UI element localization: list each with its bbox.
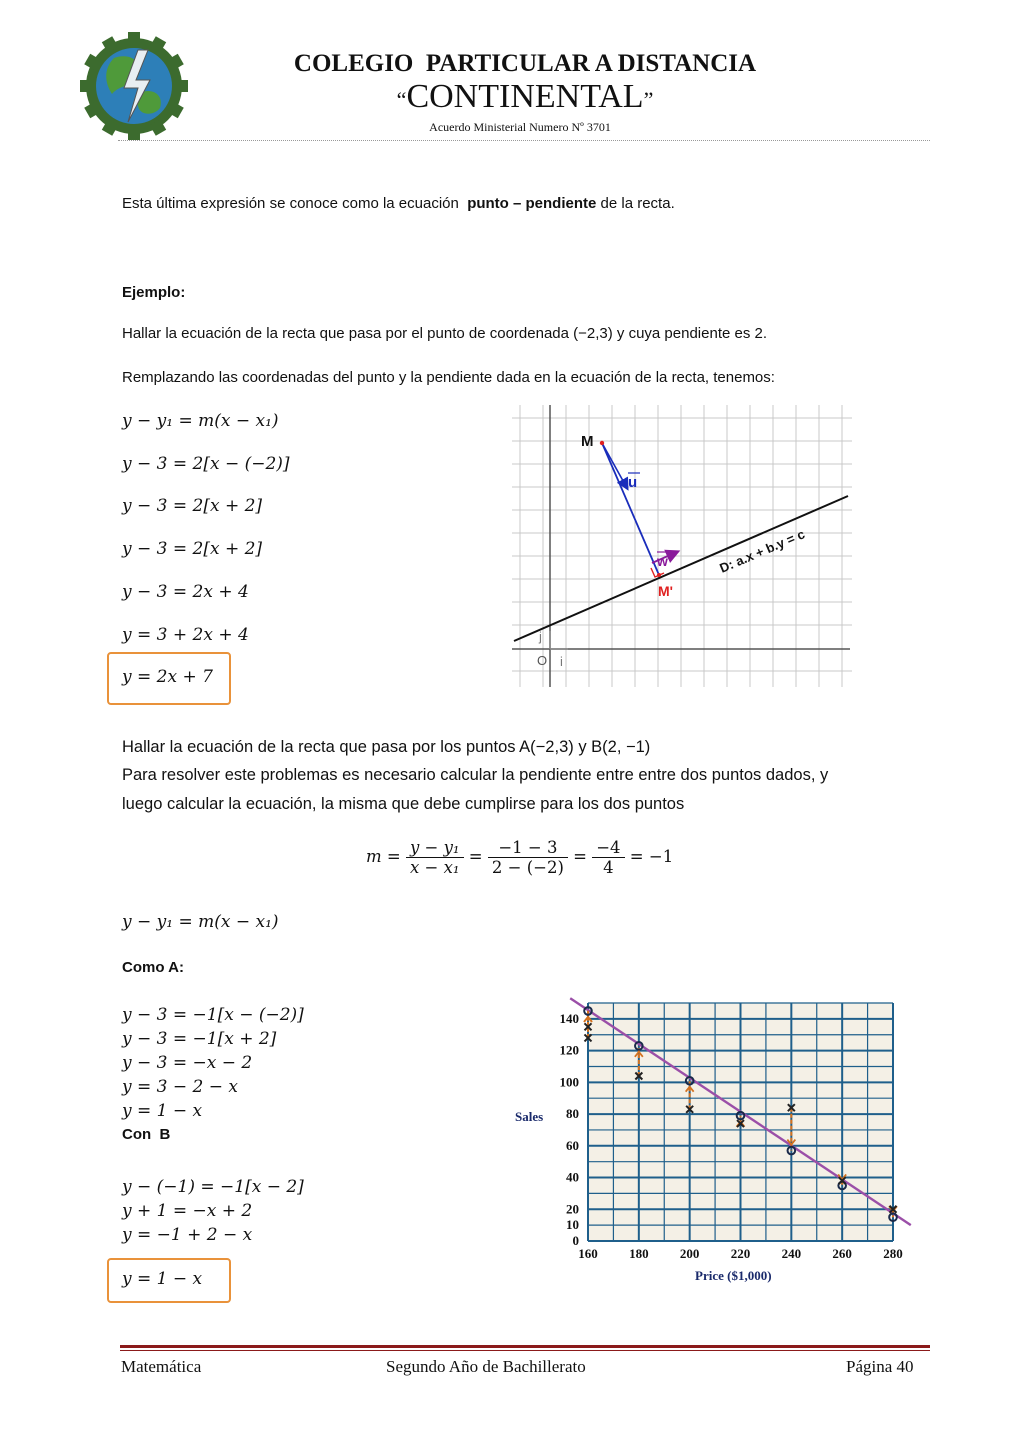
projection-figure <box>512 405 852 687</box>
footer-grade: Segundo Año de Bachillerato <box>386 1357 586 1376</box>
example1-step-3: y − 3 = 2[x + 2] <box>122 496 263 516</box>
y-tick-label: 80 <box>566 1106 579 1122</box>
point-m-prime-label: M' <box>658 583 673 599</box>
example1-problem: Hallar la ecuación de la recta que pasa por el punto de coordenada (−2,3) y cuya pendiente es 2. <box>122 325 768 342</box>
y-tick-label: 20 <box>566 1201 579 1217</box>
example1-step-2: y − 3 = 2[x − (−2)] <box>122 454 290 474</box>
example2-result: y = 1 − x <box>122 1269 203 1289</box>
point-m-dot <box>600 441 604 445</box>
intro-text-before: Esta última expresión se conoce como la ecuación <box>122 195 468 212</box>
line-d-label: D: a.x + b.y = c <box>717 526 807 576</box>
projection-grid <box>512 405 852 687</box>
y-tick-label: 0 <box>572 1233 579 1248</box>
slope-fraction-2 <box>488 838 568 877</box>
chart-x-label: Price ($1,000) <box>695 1268 772 1283</box>
slope-rhs: = −1 <box>629 847 674 866</box>
footer-rule-thick <box>120 1345 930 1348</box>
example1-result: y = 2x + 7 <box>122 667 213 687</box>
y-tick-label: 60 <box>566 1137 579 1153</box>
school-name-line2 <box>0 78 1024 116</box>
x-tick-label: 220 <box>730 1246 751 1261</box>
point-m-label: M <box>581 433 594 450</box>
slope-f1-num: y − y₁ <box>406 838 464 858</box>
intro-paragraph <box>122 195 675 212</box>
open-quote: “ <box>396 87 407 112</box>
example1-step-5: y − 3 = 2x + 4 <box>122 582 249 602</box>
unit-j-label: j <box>539 629 542 644</box>
segment-m-to-m-prime <box>602 443 659 575</box>
slope-fraction-1 <box>406 838 464 877</box>
school-agreement: Acuerdo Ministerial Numero Nº 3701 <box>429 120 611 134</box>
y-tick-label: 10 <box>566 1217 579 1233</box>
x-tick-label: 280 <box>883 1246 903 1261</box>
slope-f2-den: 2 − (−2) <box>491 858 564 877</box>
slope-f3-den: 4 <box>603 858 614 877</box>
example-heading: Ejemplo: <box>122 284 186 301</box>
step-a-3: y − 3 = −x − 2 <box>122 1053 253 1073</box>
x-tick-label: 240 <box>781 1246 802 1261</box>
footer-rule-thin <box>120 1350 930 1351</box>
origin-label: O <box>537 653 548 668</box>
slope-formula <box>366 838 673 877</box>
slope-eq-1: = <box>468 847 483 866</box>
step-b-1: y − (−1) = −1[x − 2] <box>122 1177 304 1197</box>
slope-f3-num: −4 <box>592 838 624 858</box>
point-m-prime-dot <box>657 573 661 577</box>
slope-fraction-3 <box>592 838 624 877</box>
y-tick-label: 100 <box>559 1074 579 1090</box>
step-a-5: y = 1 − x <box>122 1101 203 1121</box>
example1-step-1: y − y₁ = m(x − x₁) <box>122 411 279 431</box>
example2-general-formula: y − y₁ = m(x − x₁) <box>122 912 279 932</box>
vector-w-label: w <box>657 553 668 569</box>
school-name-line1: COLEGIO PARTICULAR A DISTANCIA <box>293 50 757 77</box>
x-tick-label: 260 <box>832 1246 852 1261</box>
example1-step-6: y = 3 + 2x + 4 <box>122 625 249 645</box>
slope-eq-2: = <box>573 847 587 866</box>
example1-intro: Remplazando las coordenadas del punto y la pendiente dada en la ecuación de la recta, tenemos: <box>122 369 775 386</box>
unit-i-label: i <box>560 654 563 669</box>
intro-text-after: de la recta. <box>596 195 675 212</box>
slope-f1-den: x − x₁ <box>409 858 460 877</box>
x-tick-label: 200 <box>679 1246 700 1261</box>
slope-lhs: m = <box>366 847 401 866</box>
con-b-heading: Con B <box>122 1126 171 1143</box>
school-name-continental: CONTINENTAL <box>406 78 644 115</box>
y-tick-label: 140 <box>559 1010 579 1026</box>
footer-page-number: Página 40 <box>846 1357 914 1376</box>
step-b-3: y = −1 + 2 − x <box>122 1225 253 1245</box>
example1-step-4: y − 3 = 2[x + 2] <box>122 539 263 559</box>
example2-problem: Hallar la ecuación de la recta que pasa por los puntos A(−2,3) y B(2, −1) <box>122 738 651 756</box>
y-tick-label: 40 <box>566 1169 579 1185</box>
example2-explain-2: luego calcular la ecuación, la misma que debe cumplirse para los dos puntos <box>122 795 685 813</box>
footer-subject: Matemática <box>121 1357 202 1376</box>
slope-f2-num: −1 − 3 <box>488 838 568 858</box>
step-a-4: y = 3 − 2 − x <box>122 1077 238 1097</box>
intro-text-bold: punto – pendiente <box>467 195 597 212</box>
step-a-2: y − 3 = −1[x + 2] <box>122 1029 277 1049</box>
header-divider <box>118 140 930 141</box>
x-tick-label: 180 <box>629 1246 649 1261</box>
como-a-heading: Como A: <box>122 959 184 976</box>
vector-u-label: u <box>628 474 638 491</box>
step-b-2: y + 1 = −x + 2 <box>122 1201 253 1221</box>
chart-y-label: Sales <box>515 1109 544 1124</box>
step-a-1: y − 3 = −1[x − (−2)] <box>122 1005 304 1025</box>
example2-explain-1: Para resolver este problemas es necesario calcular la pendiente entre entre dos puntos dados, y <box>122 766 829 784</box>
close-quote: ” <box>643 87 654 112</box>
sales-price-chart <box>505 978 925 1290</box>
y-tick-label: 120 <box>559 1042 579 1058</box>
x-tick-label: 160 <box>578 1246 598 1261</box>
